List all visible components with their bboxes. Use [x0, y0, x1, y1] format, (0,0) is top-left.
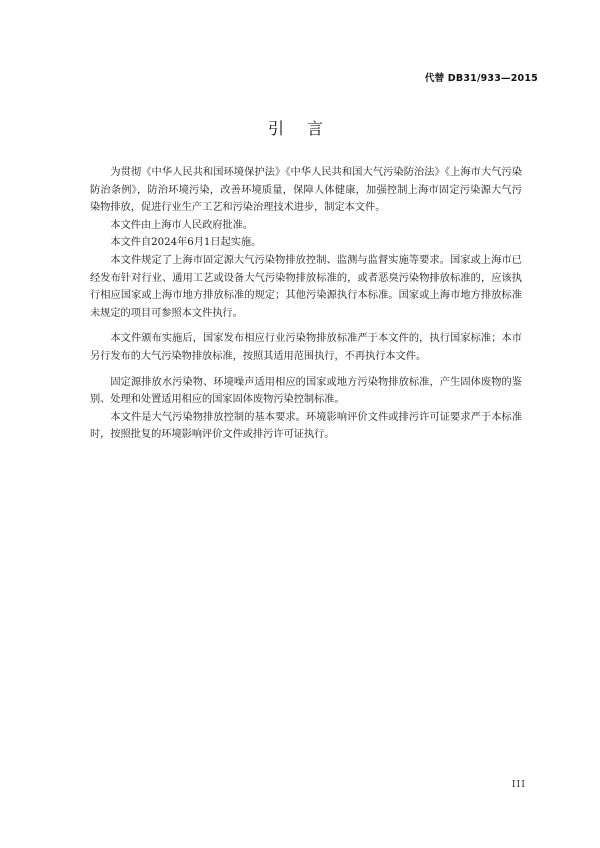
paragraph-water-noise-waste: 固定源排放水污染物、环境噪声适用相应的国家或地方污染物排放标准，产生固体废物的鉴别、处理和处置适用相应的国家固体废物污染控制标准。	[90, 376, 522, 406]
paragraph-scope: 本文件规定了上海市固定源大气污染物排放控制、监测与监督实施等要求。国家或上海市已经发布针对行业、通用工艺或设备大气污染物排放标准的，或者恶臭污染物排放标准的，应该执行相应国家或上海市地方排放标准的规定；其他污染源执行本标准。国家或上海市地方排放标准未规定的项目可参照本文件执行。	[90, 254, 522, 319]
replaces-standard-code: 代替 DB31/933—2015	[424, 73, 538, 84]
paragraph-purpose: 为贯彻《中华人民共和国环境保护法》《中华人民共和国大气污染防治法》《上海市大气污染防治条例》，防治环境污染，改善环境质量，保障人体健康，加强控制上海市固定污染源大气污染物排放，促进行业生产工艺和污染治理技术进步，制定本文件。	[90, 167, 522, 214]
page-number: III	[511, 779, 526, 790]
paragraph-approval: 本文件由上海市人民政府批准。	[110, 219, 254, 231]
paragraph-basic-requirements: 本文件是大气污染物排放控制的基本要求。环境影响评价文件或排污许可证要求严于本标准时，按照批复的环境影响评价文件或排污许可证执行。	[90, 411, 522, 441]
document-body	[90, 164, 522, 444]
paragraph-effective-date: 本文件自2024年6月1日起实施。	[110, 237, 262, 249]
page-title: 引 言	[267, 119, 333, 138]
paragraph-national-standards: 本文件颁布实施后，国家发布相应行业污染物排放标准严于本文件的，执行国家标准；本市另行发布的大气污染物排放标准，按照其适用范围执行，不再执行本文件。	[90, 333, 522, 362]
